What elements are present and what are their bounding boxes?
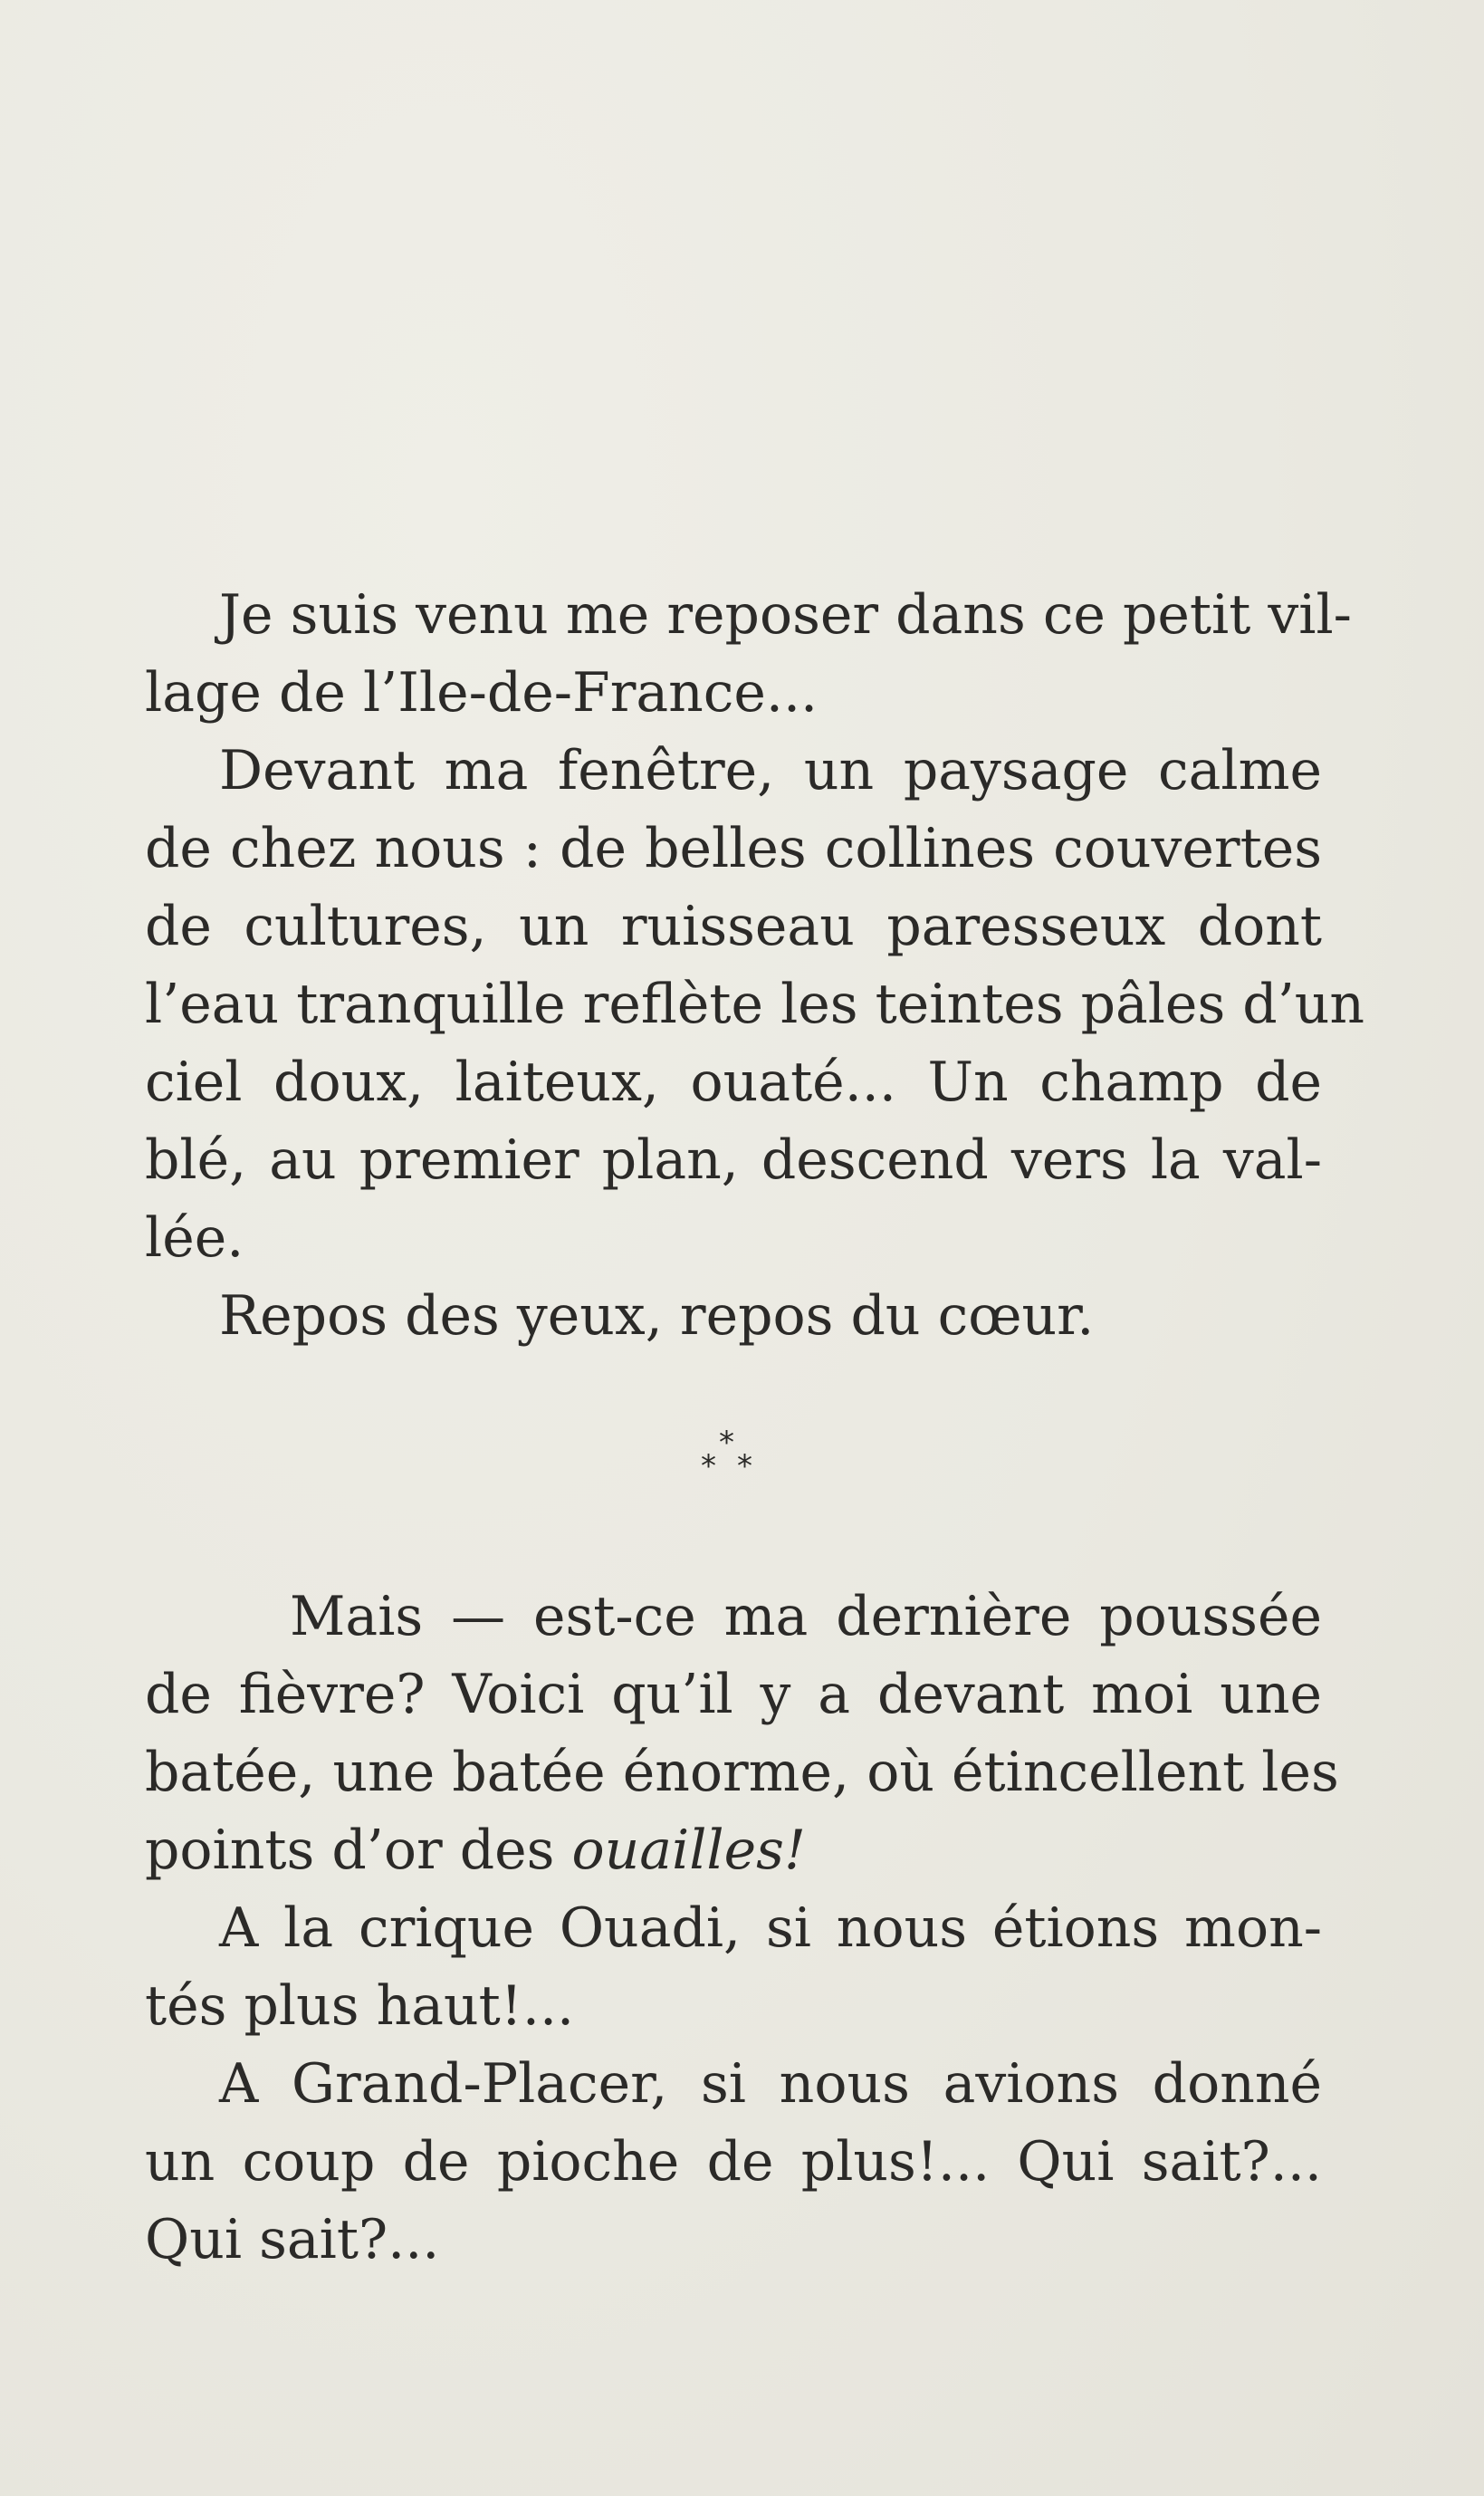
text-line: lage de l’Ile-de-France... — [145, 661, 819, 725]
text-line: ciel doux, laiteux, ouaté... Un champ de — [145, 1051, 1322, 1114]
asterism-star: * — [737, 1448, 752, 1484]
text-line: Qui sait?... — [145, 2208, 440, 2271]
text-line-part: points d’or des — [145, 1819, 572, 1882]
asterism-star: * — [719, 1425, 734, 1461]
text-line: A la crique Ouadi, si nous étions mon- — [219, 1896, 1322, 1960]
text-line: Je suis venu me reposer dans ce petit vil- — [219, 583, 1352, 647]
text-line: batée, une batée énorme, où étincellent les — [145, 1741, 1339, 1804]
text-block-bottom — [145, 1578, 1339, 2279]
text-line: lée. — [145, 1206, 244, 1270]
text-line: A Grand-Placer, si nous avions donné — [219, 2052, 1322, 2116]
text-line: un coup de pioche de plus!... Qui sait?... — [145, 2130, 1322, 2194]
text-line: de chez nous : de belles collines couvertes — [145, 817, 1322, 880]
asterism-star: * — [701, 1448, 716, 1484]
text-line: Devant ma fenêtre, un paysage calme — [219, 739, 1322, 802]
text-line: blé, au premier plan, descend vers la val- — [145, 1128, 1322, 1192]
text-line: Repos des yeux, repos du cœur. — [219, 1284, 1095, 1348]
text-line: tés plus haut!... — [145, 1974, 575, 2038]
asterism-separator — [688, 1427, 779, 1500]
text-line — [145, 1811, 1322, 1889]
italic-word: ouailles! — [571, 1819, 806, 1882]
text-line: de cultures, un ruisseau paresseux dont — [145, 895, 1322, 958]
text-block-top — [145, 576, 1365, 1355]
text-line: Mais — est-ce ma dernière poussée — [290, 1585, 1322, 1648]
text-line: l’eau tranquille reflète les teintes pâles d’un — [145, 973, 1365, 1036]
text-line: de fièvre? Voici qu’il y a devant moi une — [145, 1663, 1322, 1726]
